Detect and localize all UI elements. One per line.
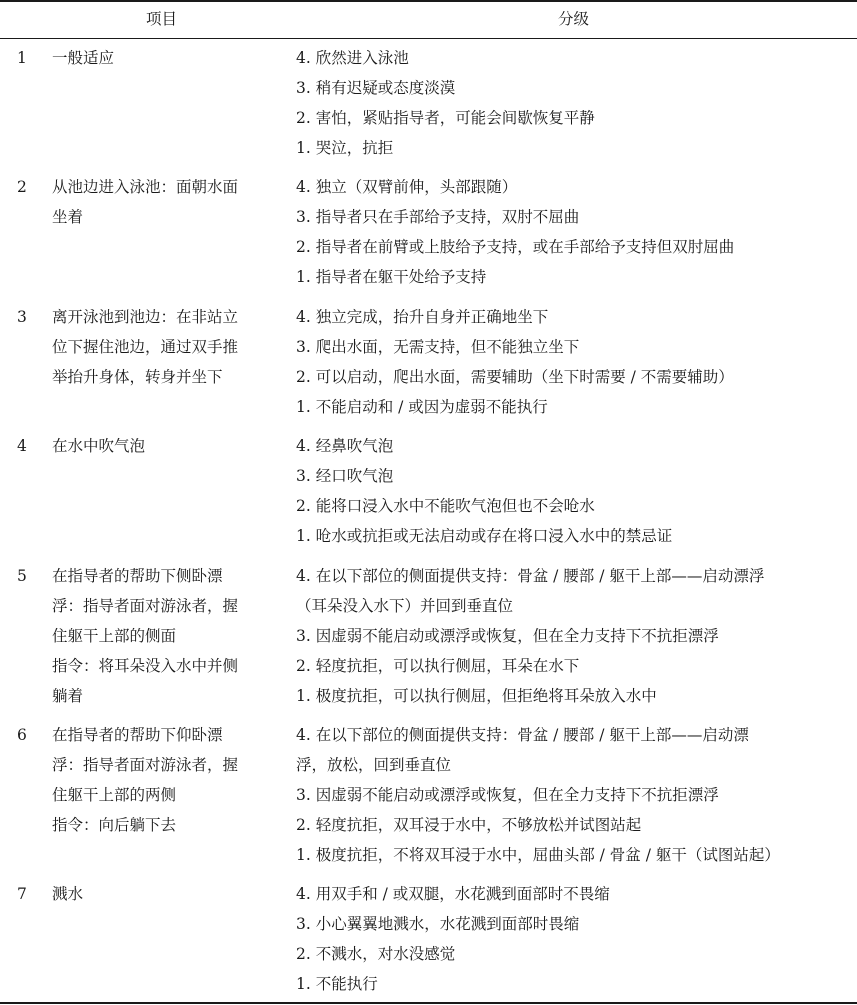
grade-line: 2. 不溅水，对水没感觉	[296, 945, 456, 963]
grade-line: 4. 在以下部位的侧面提供支持：骨盆 / 腰部 / 躯干上部——启动漂	[296, 726, 749, 744]
row-number: 7	[17, 885, 27, 903]
row-number: 1	[17, 49, 27, 67]
item-cell	[52, 302, 288, 392]
item-line: 一般适应	[52, 49, 115, 67]
row-number: 3	[17, 308, 27, 326]
grade-line: 2. 害怕，紧贴指导者，可能会间歇恢复平静	[296, 109, 595, 127]
item-line: 位下握住池边，通过双手推	[52, 338, 239, 356]
grade-line: 4. 经鼻吹气泡	[296, 437, 394, 455]
grade-line: 3. 因虚弱不能启动或漂浮或恢复，但在全力支持下不抗拒漂浮	[296, 786, 719, 804]
grade-line: 4. 独立完成，抬升自身并正确地坐下	[296, 308, 549, 326]
item-line: 在水中吹气泡	[52, 437, 146, 455]
row-number: 4	[17, 437, 27, 455]
item-line: 离开泳池到池边：在非站立	[52, 308, 239, 326]
grade-line: 3. 因虚弱不能启动或漂浮或恢复，但在全力支持下不抗拒漂浮	[296, 627, 719, 645]
grade-line: 2. 指导者在前臂或上肢给予支持，或在手部给予支持但双肘屈曲	[296, 238, 735, 256]
item-line: 指令：将耳朵没入水中并侧	[52, 657, 239, 675]
item-line: 住躯干上部的侧面	[52, 627, 177, 645]
item-cell	[52, 720, 288, 840]
grade-line: 1. 呛水或抗拒或无法启动或存在将口浸入水中的禁忌证	[296, 527, 673, 545]
grade-line: 4. 欣然进入泳池	[296, 49, 409, 67]
item-cell	[52, 431, 288, 461]
table-bottom-rule	[0, 1002, 857, 1004]
grade-line: 3. 小心翼翼地溅水，水花溅到面部时畏缩	[296, 915, 580, 933]
item-line: 浮：指导者面对游泳者，握	[52, 597, 239, 615]
row-number: 2	[17, 178, 27, 196]
item-line: 躺着	[52, 687, 84, 705]
grade-line: 2. 轻度抗拒，可以执行侧屈，耳朵在水下	[296, 657, 580, 675]
grade-line: 1. 极度抗拒，不将双耳浸于水中，屈曲头部 / 骨盆 / 躯干（试图站起）	[296, 846, 780, 864]
item-cell	[52, 879, 288, 909]
item-line: 指令：向后躺下去	[52, 816, 177, 834]
item-cell	[52, 561, 288, 711]
grade-line: 1. 指导者在躯干处给予支持	[296, 268, 487, 286]
grade-line: 3. 稍有迟疑或态度淡漠	[296, 79, 456, 97]
grade-line: 1. 哭泣，抗拒	[296, 139, 394, 157]
grade-cell	[296, 879, 854, 999]
item-line: 坐着	[52, 208, 84, 226]
grade-cell	[296, 43, 854, 163]
item-line: 浮：指导者面对游泳者，握	[52, 756, 239, 774]
grade-line: 1. 极度抗拒，可以执行侧屈，但拒绝将耳朵放入水中	[296, 687, 657, 705]
header-grade: 分级	[558, 10, 590, 28]
grade-cell	[296, 302, 854, 422]
grade-cell	[296, 172, 854, 292]
grade-line: 4. 用双手和 / 或双腿，水花溅到面部时不畏缩	[296, 885, 610, 903]
item-line: 从池边进入泳池：面朝水面	[52, 178, 239, 196]
item-line: 住躯干上部的两侧	[52, 786, 177, 804]
grade-line: 2. 可以启动，爬出水面，需要辅助（坐下时需要 / 不需要辅助）	[296, 368, 734, 386]
grade-line: 2. 能将口浸入水中不能吹气泡但也不会呛水	[296, 497, 595, 515]
grade-cell	[296, 431, 854, 551]
grade-line: （耳朵没入水下）并回到垂直位	[296, 597, 514, 615]
item-line: 举抬升身体，转身并坐下	[52, 368, 223, 386]
row-number: 6	[17, 726, 27, 744]
table-top-rule	[0, 0, 857, 2]
grade-line: 1. 不能执行	[296, 975, 378, 993]
grade-line: 3. 经口吹气泡	[296, 467, 394, 485]
grade-line: 3. 爬出水面，无需支持，但不能独立坐下	[296, 338, 580, 356]
grade-line: 4. 独立（双臂前伸，头部跟随）	[296, 178, 518, 196]
grade-line: 3. 指导者只在手部给予支持，双肘不屈曲	[296, 208, 580, 226]
item-line: 在指导者的帮助下仰卧漂	[52, 726, 223, 744]
grade-line: 4. 在以下部位的侧面提供支持：骨盆 / 腰部 / 躯干上部——启动漂浮	[296, 567, 765, 585]
grade-cell	[296, 720, 854, 870]
item-cell	[52, 43, 288, 73]
grade-line: 2. 轻度抗拒，双耳浸于水中，不够放松并试图站起	[296, 816, 642, 834]
header-item: 项目	[146, 10, 178, 28]
item-line: 在指导者的帮助下侧卧漂	[52, 567, 223, 585]
item-cell	[52, 172, 288, 232]
grade-cell	[296, 561, 854, 711]
grade-line: 浮，放松，回到垂直位	[296, 756, 452, 774]
item-line: 溅水	[52, 885, 84, 903]
row-number: 5	[17, 567, 27, 585]
grade-line: 1. 不能启动和 / 或因为虚弱不能执行	[296, 398, 548, 416]
header-rule	[0, 38, 857, 39]
